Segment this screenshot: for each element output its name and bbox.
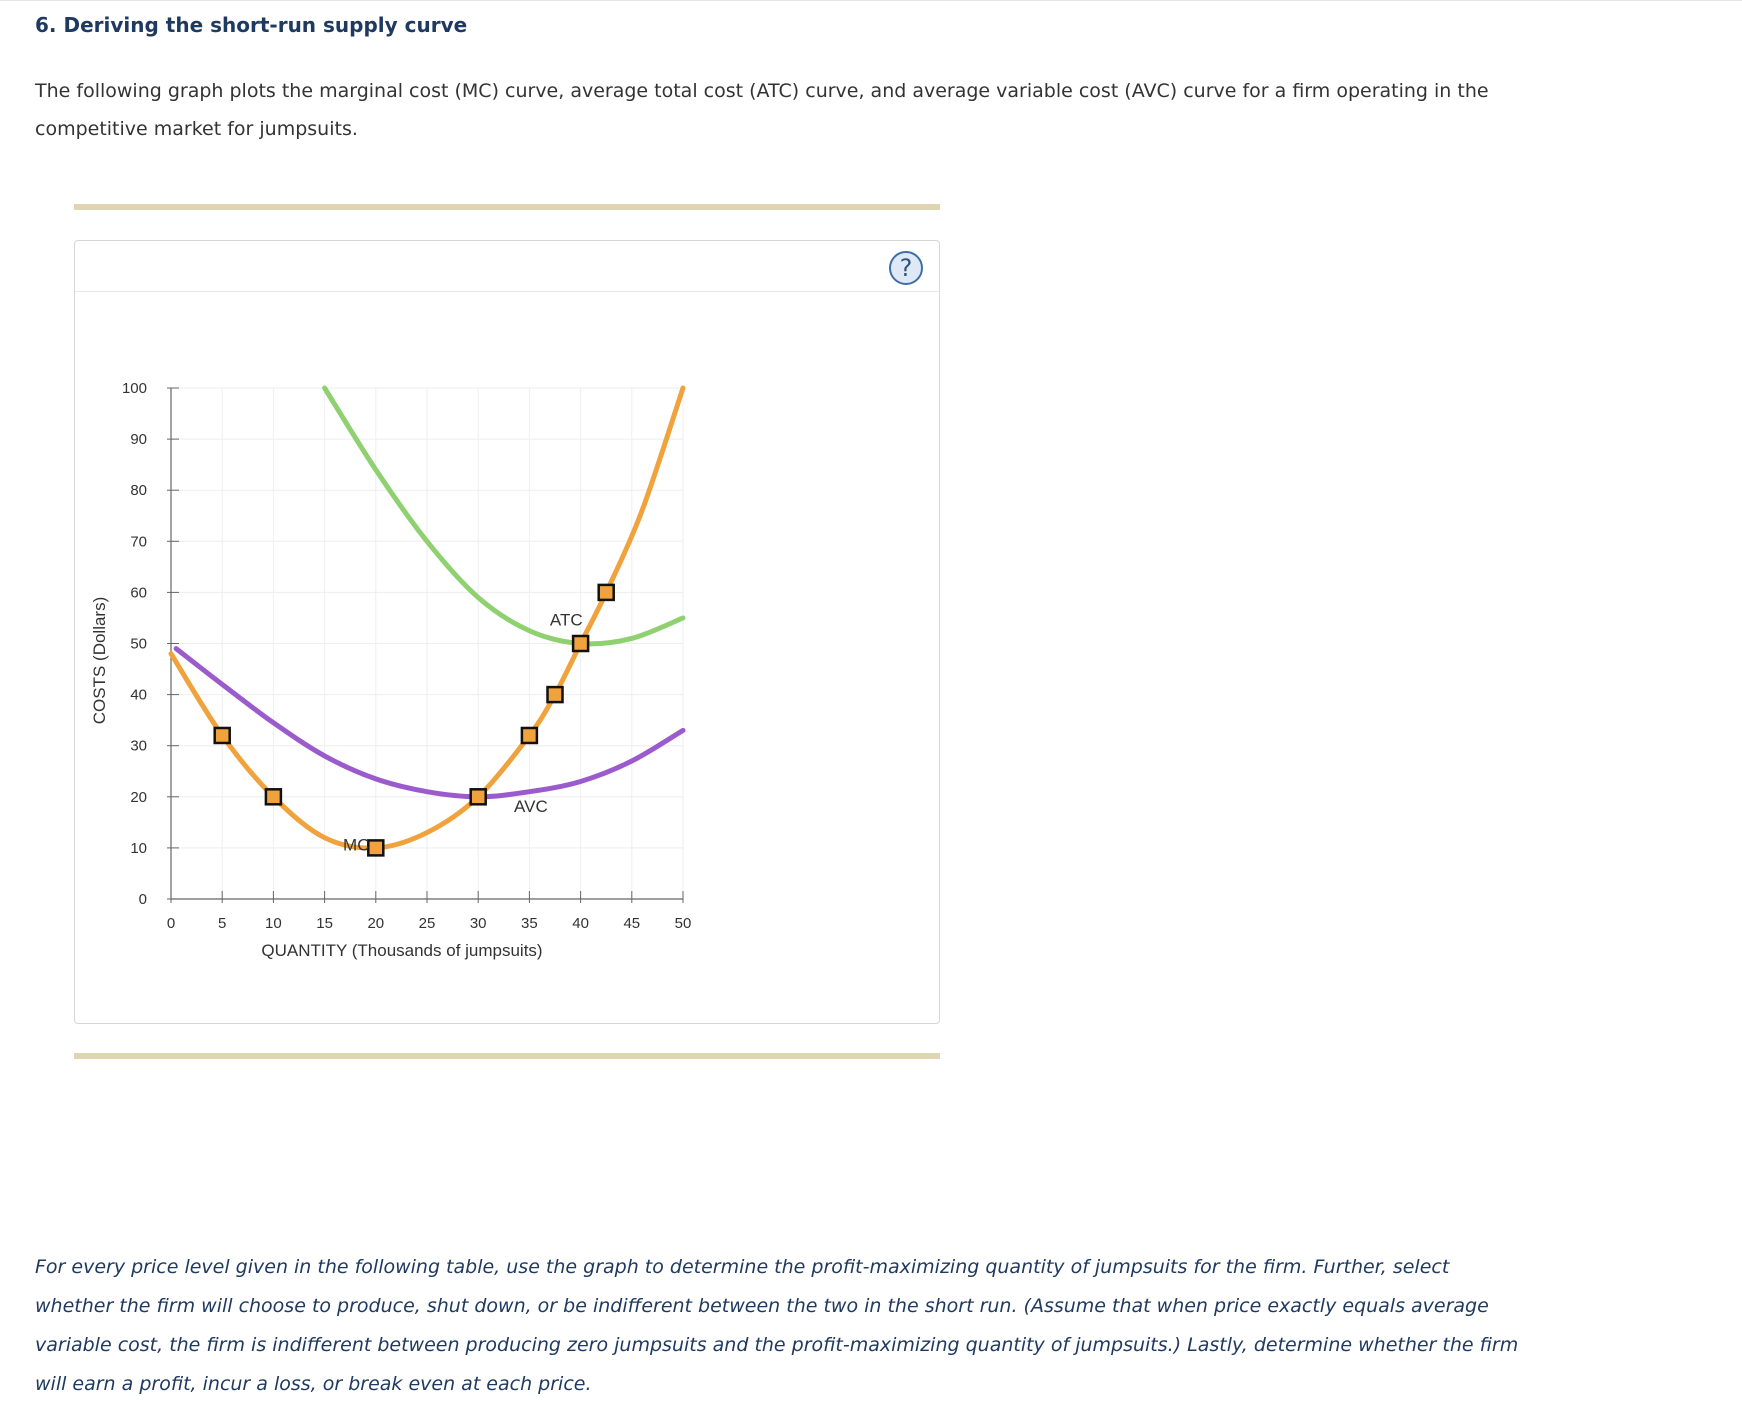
x-tick-label: 25 xyxy=(418,915,436,932)
help-icon[interactable]: ? xyxy=(889,251,923,285)
mc-curve-label: MC xyxy=(343,835,370,855)
y-tick-label: 50 xyxy=(130,635,147,653)
mc-point-marker[interactable] xyxy=(573,636,588,651)
avc-curve-label: AVC xyxy=(514,797,548,817)
top-rule xyxy=(74,204,940,210)
x-tick-label: 45 xyxy=(623,915,641,932)
x-tick-label: 40 xyxy=(572,915,589,932)
atc-curve-label: ATC xyxy=(549,610,583,630)
table-instructions: For every price level given in the following table, use the graph to determine the profit-maximizing quantity of jumpsuits for the firm. Further, select whether the firm will choose to produce, shut down, or be indifferent between the two in the short run. (Assume that when price exactly equals average variable cost, the firm is indifferent between producing zero jumpsuits and the profit-maximizing quantity of jumpsuits.) Lastly, determine whether the firm will earn a profit, incur a loss, or break even at each price. xyxy=(35,1256,1519,1395)
mc-point-marker[interactable] xyxy=(548,687,563,702)
x-tick-label: 15 xyxy=(316,915,333,932)
x-tick-label: 5 xyxy=(218,915,227,932)
atc-curve[interactable] xyxy=(325,388,683,644)
y-tick-label: 80 xyxy=(130,482,147,500)
question-intro: The following graph plots the marginal cost (MC) curve, average total cost (ATC) curve, and average variable cost (AVC) curve for a firm operating in the competitive market for jumpsuits. xyxy=(35,80,1489,140)
mc-point-marker[interactable] xyxy=(368,840,383,855)
y-tick-label: 20 xyxy=(130,788,147,806)
y-tick-label: 70 xyxy=(130,533,147,551)
y-axis-label: COSTS (Dollars) xyxy=(90,596,109,725)
mc-point-marker[interactable] xyxy=(471,789,486,804)
y-tick-label: 60 xyxy=(130,584,147,602)
y-tick-label: 10 xyxy=(130,839,147,857)
x-tick-label: 35 xyxy=(521,915,538,932)
mc-point-marker[interactable] xyxy=(522,728,537,743)
question-title: 6. Deriving the short-run supply curve xyxy=(35,13,468,37)
x-tick-label: 30 xyxy=(469,915,487,932)
bottom-rule xyxy=(74,1053,940,1059)
mc-point-marker[interactable] xyxy=(599,585,614,600)
graph-panel xyxy=(74,240,940,1024)
top-border xyxy=(0,0,1742,1)
x-tick-label: 10 xyxy=(265,915,282,932)
y-tick-label: 0 xyxy=(138,891,147,908)
x-axis-label: QUANTITY (Thousands of jumpsuits) xyxy=(261,941,543,960)
mc-point-marker[interactable] xyxy=(266,789,281,804)
y-tick-label: 100 xyxy=(121,380,147,397)
cost-curves-chart[interactable] xyxy=(75,241,939,1023)
x-tick-label: 50 xyxy=(674,915,692,932)
x-tick-label: 20 xyxy=(367,915,385,932)
x-tick-label: 0 xyxy=(166,915,176,932)
y-tick-label: 40 xyxy=(130,686,147,704)
y-tick-label: 30 xyxy=(130,737,147,755)
y-tick-label: 90 xyxy=(130,431,147,449)
mc-point-marker[interactable] xyxy=(215,728,230,743)
